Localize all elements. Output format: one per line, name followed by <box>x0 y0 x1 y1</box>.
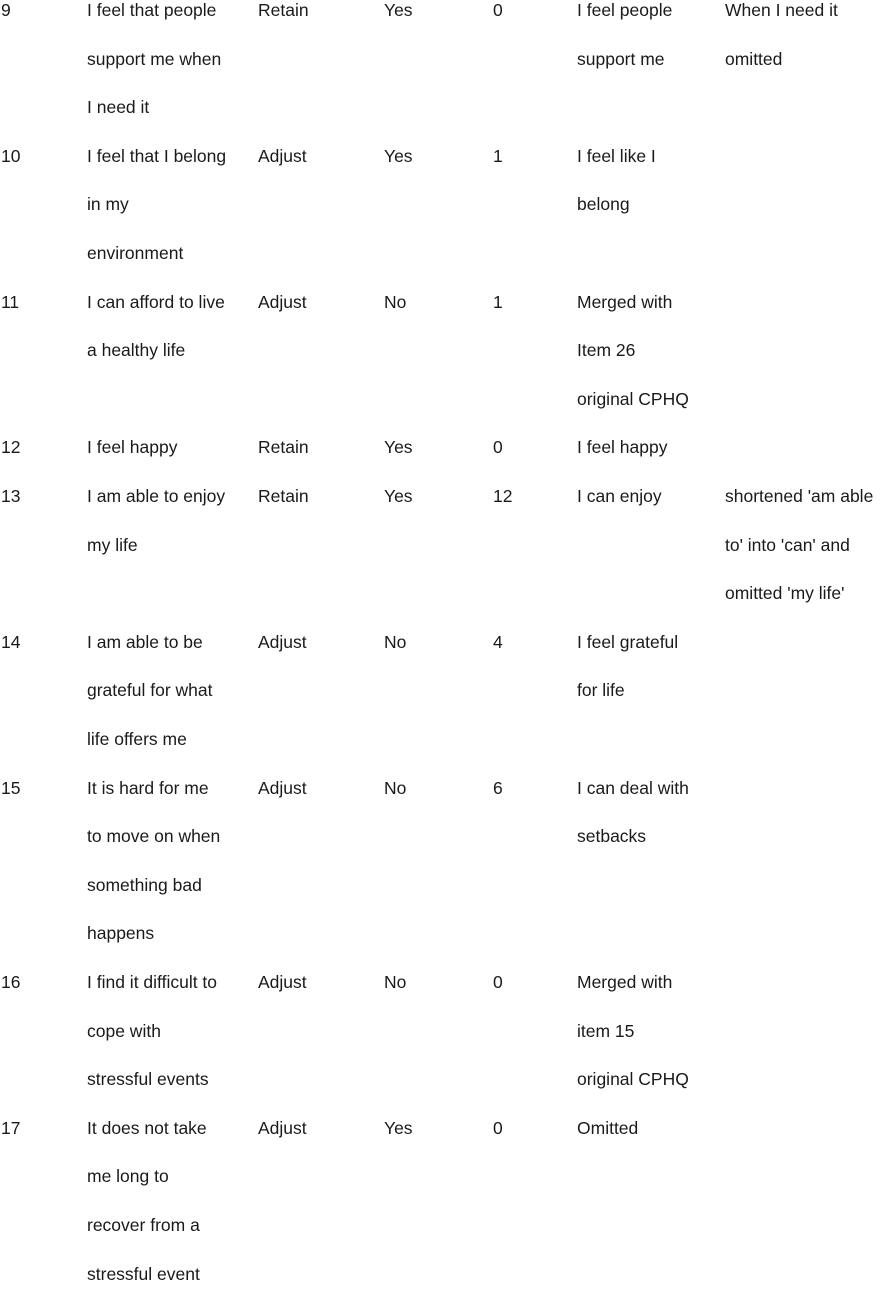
item-number: 12 <box>1 437 21 458</box>
count-value: 6 <box>493 777 503 798</box>
item-number: 10 <box>1 145 21 166</box>
table-row <box>0 132 882 278</box>
count-value: 0 <box>493 971 503 992</box>
item-number: 14 <box>1 631 21 652</box>
table-row <box>0 1104 882 1298</box>
yes-no-value: No <box>384 971 407 992</box>
yes-no-value: Yes <box>384 1117 413 1138</box>
table-row <box>0 958 882 1104</box>
revised-item-text: I feel like I belong <box>577 145 656 215</box>
original-item-text: I can afford to live a healthy life <box>87 291 225 361</box>
yes-no-value: No <box>384 777 407 798</box>
original-item-text: I am able to enjoy my life <box>87 485 226 555</box>
revised-item-text: I feel happy <box>577 437 668 458</box>
revised-item-text: I can deal with setbacks <box>577 777 689 847</box>
table-row <box>0 0 882 132</box>
original-item-text: I find it difficult to cope with stressful events <box>87 971 218 1090</box>
revised-item-text: I feel grateful for life <box>577 631 679 701</box>
yes-no-value: No <box>384 291 407 312</box>
count-value: 1 <box>493 145 503 166</box>
count-value: 0 <box>493 0 503 20</box>
yes-no-value: Yes <box>384 485 413 506</box>
decision: Adjust <box>258 777 307 798</box>
original-item-text: I feel that people support me when I need it <box>87 0 222 118</box>
revision-note: shortened 'am able to' into 'can' and omitted 'my life' <box>725 485 874 604</box>
decision: Adjust <box>258 1117 307 1138</box>
original-item-text: It does not take me long to recover from a stressful event <box>87 1117 207 1284</box>
decision: Adjust <box>258 145 307 166</box>
revised-item-text: Merged with item 15 original CPHQ <box>577 971 689 1090</box>
yes-no-value: Yes <box>384 437 413 458</box>
count-value: 0 <box>493 437 503 458</box>
original-item-text: I feel happy <box>87 437 178 458</box>
count-value: 4 <box>493 631 503 652</box>
table-row <box>0 618 882 764</box>
count-value: 1 <box>493 291 503 312</box>
item-number: 15 <box>1 777 21 798</box>
table-row <box>0 423 882 472</box>
item-number: 9 <box>1 0 11 20</box>
decision: Adjust <box>258 291 307 312</box>
revised-item-text: I can enjoy <box>577 485 662 506</box>
yes-no-value: No <box>384 631 407 652</box>
yes-no-value: Yes <box>384 145 413 166</box>
item-number: 11 <box>1 291 20 312</box>
item-number: 13 <box>1 485 21 506</box>
original-item-text: It is hard for me to move on when something bad happens <box>87 777 221 944</box>
table-row <box>0 764 882 958</box>
decision: Adjust <box>258 631 307 652</box>
revised-item-text: Merged with Item 26 original CPHQ <box>577 291 689 409</box>
revision-note: When I need it omitted <box>725 0 838 69</box>
decision: Adjust <box>258 971 307 992</box>
revised-item-text: I feel people support me <box>577 0 673 69</box>
original-item-text: I am able to be grateful for what life offers me <box>87 631 213 749</box>
decision: Retain <box>258 485 309 506</box>
item-number: 16 <box>1 971 21 992</box>
decision: Retain <box>258 437 309 458</box>
table-row <box>0 278 882 424</box>
revised-item-text: Omitted <box>577 1117 639 1138</box>
original-item-text: I feel that I belong in my environment <box>87 145 227 263</box>
table-row <box>0 472 882 618</box>
yes-no-value: Yes <box>384 0 413 20</box>
count-value: 0 <box>493 1117 503 1138</box>
item-number: 17 <box>1 1117 21 1138</box>
count-value: 12 <box>493 485 513 506</box>
decision: Retain <box>258 0 309 20</box>
